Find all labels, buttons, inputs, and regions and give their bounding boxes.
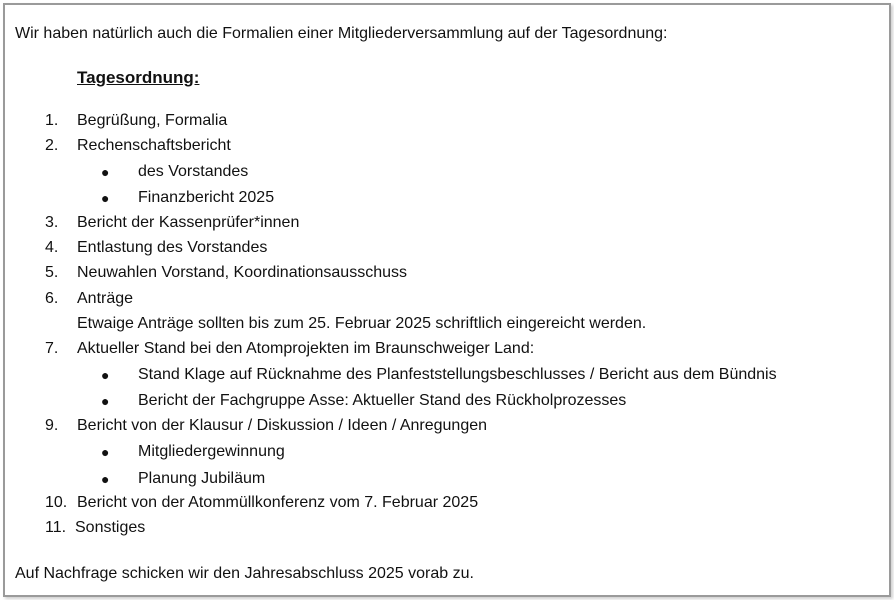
item-2-sub-2: Finanzbericht 2025 xyxy=(138,189,275,206)
bullet-icon: ● xyxy=(101,444,110,460)
item-6-text: Anträge xyxy=(77,290,134,307)
item-2-number: 2. xyxy=(45,137,59,154)
bullet-icon: ● xyxy=(101,367,110,383)
item-7-sub-1: Stand Klage auf Rücknahme des Planfeststellungsbeschlusses / Bericht aus dem Bündnis xyxy=(138,366,777,383)
item-1-text: Begrüßung, Formalia xyxy=(77,112,228,129)
intro-text: Wir haben natürlich auch die Formalien einer Mitgliederversammlung auf der Tagesordnung: xyxy=(15,25,668,42)
bullet-icon: ● xyxy=(101,471,110,487)
item-6-number: 6. xyxy=(45,290,59,307)
item-9-text: Bericht von der Klausur / Diskussion / Ideen / Anregungen xyxy=(77,417,488,434)
item-6-note: Etwaige Anträge sollten bis zum 25. Februar 2025 schriftlich eingereicht werden. xyxy=(77,315,647,332)
bullet-icon: ● xyxy=(101,164,110,180)
bullet-icon: ● xyxy=(101,190,110,206)
item-4-text: Entlastung des Vorstandes xyxy=(77,239,268,256)
outro-text: Auf Nachfrage schicken wir den Jahresabschluss 2025 vorab zu. xyxy=(15,565,474,582)
item-3-text: Bericht der Kassenprüfer*innen xyxy=(77,214,300,231)
item-9-number: 9. xyxy=(45,417,59,434)
bullet-icon: ● xyxy=(101,393,110,409)
item-1-number: 1. xyxy=(45,112,59,129)
agenda-heading: Tagesordnung: xyxy=(77,68,200,87)
item-5-number: 5. xyxy=(45,264,59,281)
item-11-text: Sonstiges xyxy=(75,519,146,536)
item-3-number: 3. xyxy=(45,214,59,231)
item-5-text: Neuwahlen Vorstand, Koordinationsausschuss xyxy=(77,264,407,281)
item-7-number: 7. xyxy=(45,340,59,357)
item-7-sub-2: Bericht der Fachgruppe Asse: Aktueller Stand des Rückholprozesses xyxy=(138,392,627,409)
item-2-sub-1: des Vorstandes xyxy=(138,163,249,180)
item-10-number: 10. xyxy=(45,494,68,511)
document-frame xyxy=(3,3,891,597)
item-4-number: 4. xyxy=(45,239,59,256)
item-9-sub-1: Mitgliedergewinnung xyxy=(138,443,285,460)
item-9-sub-2: Planung Jubiläum xyxy=(138,470,266,487)
item-7-text: Aktueller Stand bei den Atomprojekten im Braunschweiger Land: xyxy=(77,340,535,357)
item-2-text: Rechenschaftsbericht xyxy=(77,137,231,154)
item-10-text: Bericht von der Atommüllkonferenz vom 7. Februar 2025 xyxy=(77,494,479,511)
item-11-number: 11. xyxy=(45,519,67,536)
